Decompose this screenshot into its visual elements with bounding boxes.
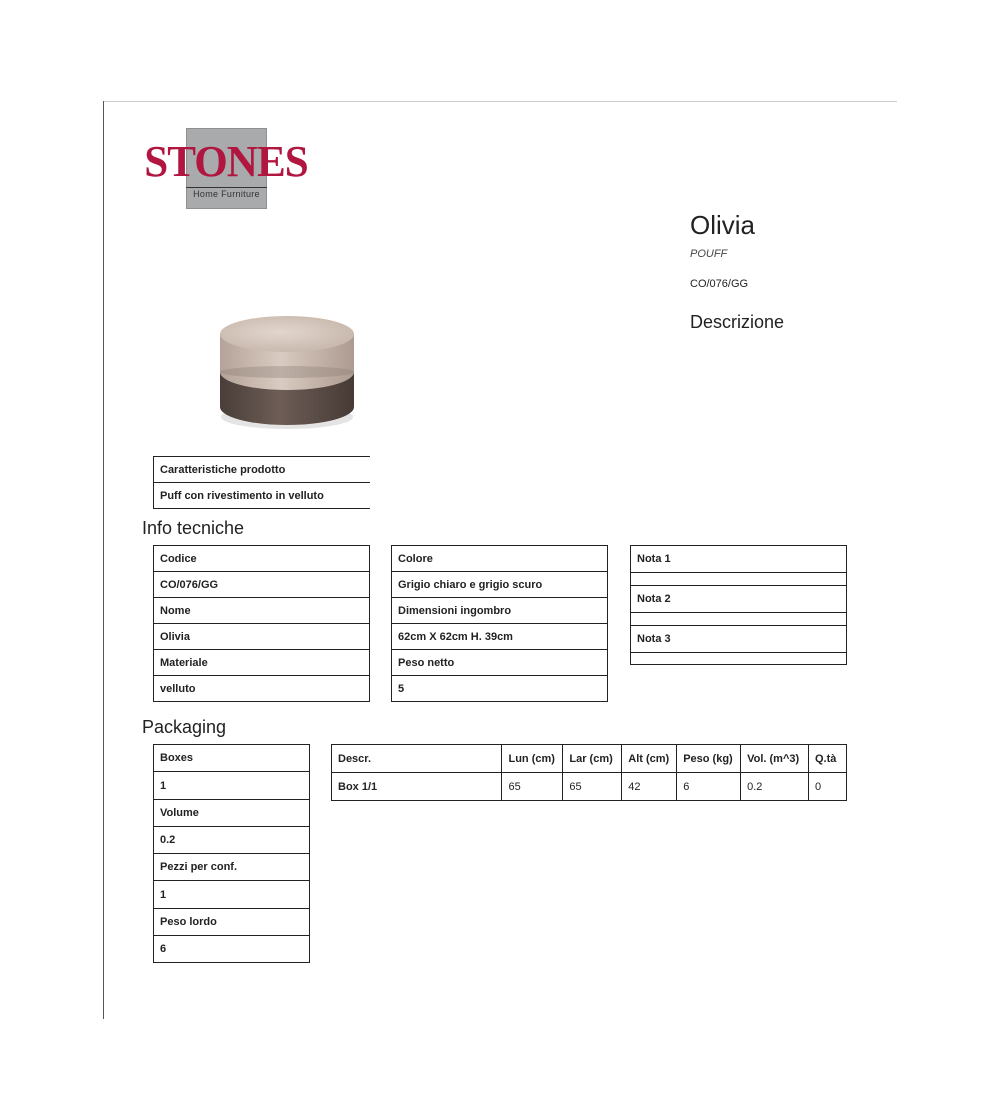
pack-label: Peso lordo [154, 909, 310, 936]
left-margin-rule [103, 101, 104, 1019]
tech-label: Peso netto [392, 650, 608, 676]
tech-table-2 [391, 545, 608, 702]
column-header: Q.tà [808, 745, 846, 773]
pack-value: 0.2 [154, 827, 310, 854]
column-header: Lar (cm) [563, 745, 622, 773]
pack-label: Pezzi per conf. [154, 854, 310, 881]
note-label: Nota 3 [630, 625, 847, 652]
features-value: Puff con rivestimento in velluto [154, 483, 371, 509]
table-cell: 65 [563, 773, 622, 801]
column-header: Alt (cm) [622, 745, 677, 773]
pack-value: 6 [154, 936, 310, 963]
tech-value: Olivia [154, 624, 370, 650]
features-header: Caratteristiche prodotto [154, 457, 371, 483]
column-header: Lun (cm) [502, 745, 563, 773]
pack-label: Volume [154, 800, 310, 827]
table-cell: 0 [808, 773, 846, 801]
pack-value: 1 [154, 881, 310, 909]
tech-value: velluto [154, 676, 370, 702]
tech-value: 62cm X 62cm H. 39cm [392, 624, 608, 650]
tech-label: Materiale [154, 650, 370, 676]
features-table [153, 456, 370, 509]
tech-value: Grigio chiaro e grigio scuro [392, 572, 608, 598]
tech-label: Dimensioni ingombro [392, 598, 608, 624]
packaging-heading: Packaging [142, 717, 227, 737]
product-category: POUFF [690, 248, 728, 260]
description-heading: Descrizione [690, 312, 785, 332]
tech-value: 5 [392, 676, 608, 702]
pack-label: Boxes [154, 745, 310, 772]
table-cell: 0.2 [741, 773, 809, 801]
note-value [630, 652, 847, 665]
column-header: Vol. (m^3) [741, 745, 809, 773]
table-cell: 6 [677, 773, 741, 801]
table-cell: Box 1/1 [332, 773, 502, 801]
logo-tagline: Home Furniture [193, 189, 260, 199]
logo-wordmark: STONES [144, 137, 308, 186]
product-name: Olivia [690, 210, 756, 240]
column-header: Descr. [332, 745, 502, 773]
tech-label: Colore [392, 546, 608, 572]
tech-label: Codice [154, 546, 370, 572]
tech-info-heading: Info tecniche [142, 518, 245, 538]
note-label: Nota 2 [630, 585, 847, 612]
table-cell: 65 [502, 773, 563, 801]
table-row [332, 773, 847, 801]
table-cell: 42 [622, 773, 677, 801]
note-label: Nota 1 [630, 545, 847, 572]
packaging-summary-table [153, 744, 310, 963]
column-header: Peso (kg) [677, 745, 741, 773]
packaging-boxes-table [331, 744, 847, 801]
product-code: CO/076/GG [690, 278, 749, 290]
note-value [630, 572, 847, 585]
product-image [165, 212, 408, 457]
top-margin-rule [104, 101, 897, 102]
tech-label: Nome [154, 598, 370, 624]
pack-value: 1 [154, 772, 310, 800]
note-value [630, 612, 847, 625]
notes-table [630, 545, 847, 665]
tech-table-1 [153, 545, 370, 702]
tech-value: CO/076/GG [154, 572, 370, 598]
